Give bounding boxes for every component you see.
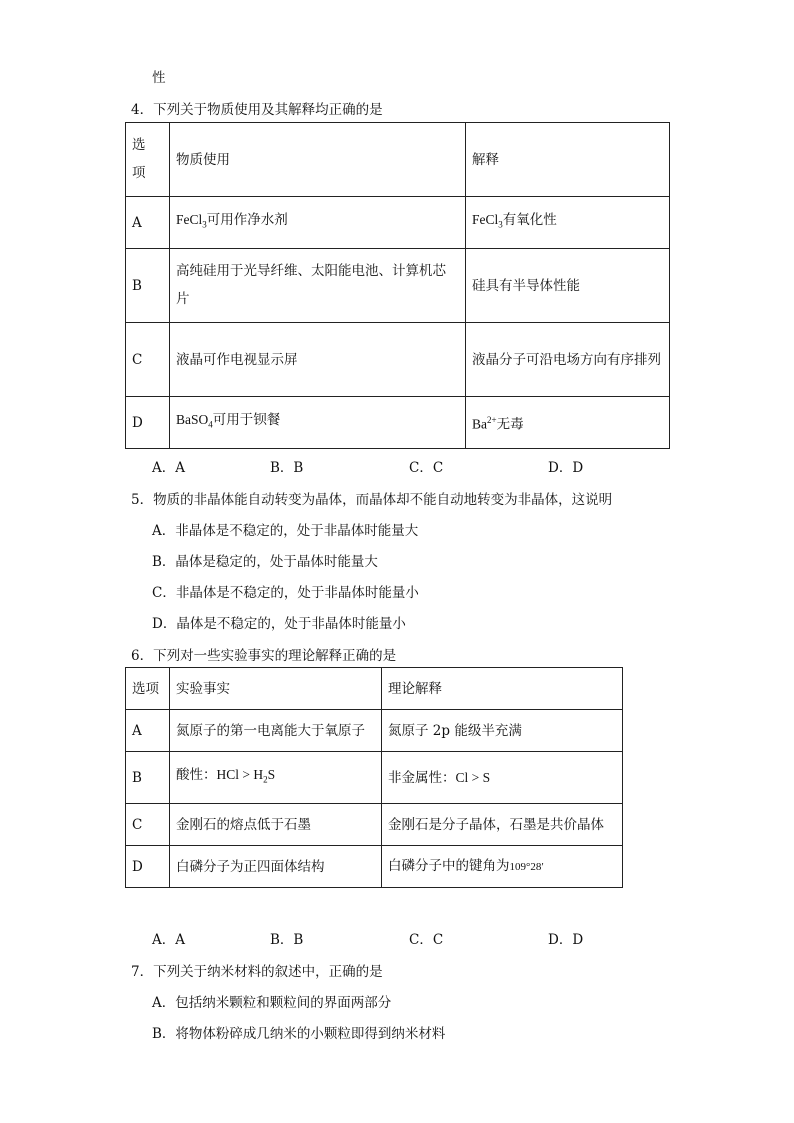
option-d[interactable]: D．D xyxy=(548,932,584,948)
question-7-stem: 7．下列关于纳米材料的叙述中，正确的是 xyxy=(131,964,383,980)
question-6-stem: 6．下列对一些实验事实的理论解释正确的是 xyxy=(131,648,397,664)
header-option: 选项 xyxy=(126,668,170,710)
question-5-stem: 5．物质的非晶体能自动转变为晶体，而晶体却不能自动地转变为非晶体，这说明 xyxy=(131,492,613,508)
option-c[interactable]: C．C xyxy=(409,460,444,476)
row-option: C xyxy=(126,804,170,846)
header-explanation: 解释 xyxy=(466,123,670,197)
table-row xyxy=(126,323,670,397)
row-use: BaSO$_4$可用于钡餐 xyxy=(170,397,466,449)
row-theory: 氮原子 2p 能级半充满 xyxy=(382,710,623,752)
table-row xyxy=(126,710,623,752)
row-use: FeCl$_3$可用作净水剂 xyxy=(170,197,466,249)
row-explanation: FeCl$_3$有氧化性 xyxy=(466,197,670,249)
row-fact: 金刚石的熔点低于石墨 xyxy=(170,804,382,846)
option-b[interactable]: B．B xyxy=(270,932,304,948)
header-fact: 实验事实 xyxy=(170,668,382,710)
row-explanation: $Ba^{2+}$无毒 xyxy=(466,397,670,449)
row-option: A xyxy=(126,197,170,249)
option-a[interactable]: A．A xyxy=(152,932,185,948)
row-use: 液晶可作电视显示屏 xyxy=(170,323,466,397)
question-4-table xyxy=(125,122,670,449)
row-explanation: 硅具有半导体性能 xyxy=(466,249,670,323)
question-7-option-b[interactable]: B．将物体粉碎成几纳米的小颗粒即得到纳米材料 xyxy=(152,1026,446,1042)
row-option: C xyxy=(126,323,170,397)
row-fact: 酸性：HCl > $H_2S$ xyxy=(170,752,382,804)
header-substance-use: 物质使用 xyxy=(170,123,466,197)
header-option: 选项 xyxy=(126,123,170,197)
option-d[interactable]: D．D xyxy=(548,460,584,476)
table-header-row xyxy=(126,668,623,710)
question-7-option-a[interactable]: A．包括纳米颗粒和颗粒间的界面两部分 xyxy=(152,995,392,1011)
header-theory: 理论解释 xyxy=(382,668,623,710)
question-4-stem: 4．下列关于物质使用及其解释均正确的是 xyxy=(131,102,383,118)
table-row xyxy=(126,752,623,804)
row-fact: 氮原子的第一电离能大于氧原子 xyxy=(170,710,382,752)
option-a[interactable]: A．A xyxy=(152,460,185,476)
question-5-option-d[interactable]: D．晶体是不稳定的，处于非晶体时能量小 xyxy=(152,616,406,632)
row-option: A xyxy=(126,710,170,752)
option-c[interactable]: C．C xyxy=(409,932,444,948)
question-5-option-a[interactable]: A．非晶体是不稳定的，处于非晶体时能量大 xyxy=(152,523,419,539)
table-row xyxy=(126,804,623,846)
row-option: D xyxy=(126,397,170,449)
option-b[interactable]: B．B xyxy=(270,460,304,476)
row-use: 高纯硅用于光导纤维、太阳能电池、计算机芯片 xyxy=(170,249,466,323)
row-explanation: 液晶分子可沿电场方向有序排列 xyxy=(466,323,670,397)
row-option: D xyxy=(126,846,170,888)
table-row xyxy=(126,197,670,249)
question-4-options xyxy=(152,456,622,474)
question-6-table xyxy=(125,667,623,888)
row-option: B xyxy=(126,249,170,323)
question-5-option-c[interactable]: C．非晶体是不稳定的，处于非晶体时能量小 xyxy=(152,585,419,601)
row-option: B xyxy=(126,752,170,804)
table-row xyxy=(126,397,670,449)
row-theory: 白磷分子中的键角为109°28′ xyxy=(382,846,623,888)
continued-text-fragment: 性 xyxy=(152,70,166,86)
row-theory: 金刚石是分子晶体，石墨是共价晶体 xyxy=(382,804,623,846)
table-row xyxy=(126,249,670,323)
question-6-options xyxy=(152,928,622,946)
table-row xyxy=(126,846,623,888)
table-header-row xyxy=(126,123,670,197)
question-5-option-b[interactable]: B．晶体是稳定的，处于晶体时能量大 xyxy=(152,554,378,570)
row-fact: 白磷分子为正四面体结构 xyxy=(170,846,382,888)
row-theory: 非金属性：Cl > S xyxy=(382,752,623,804)
